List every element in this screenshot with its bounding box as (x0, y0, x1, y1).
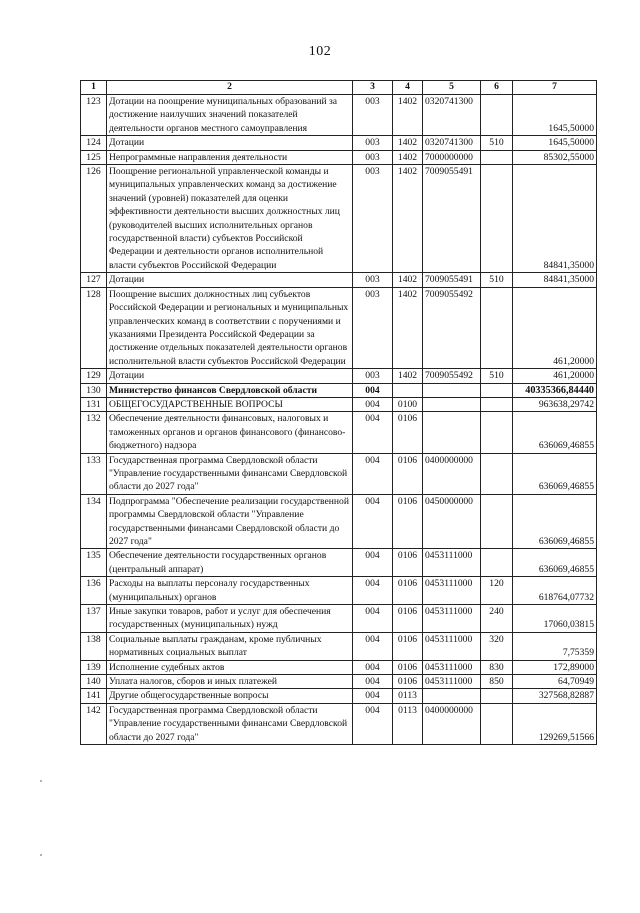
amount-cell: 618764,07732 (513, 577, 597, 605)
amount-cell: 64,70949 (513, 675, 597, 689)
header-cell-6: 6 (481, 81, 513, 95)
table-row (81, 632, 597, 660)
row-number-cell: 124 (81, 136, 107, 150)
section-code-cell: 1402 (393, 136, 423, 150)
table-row (81, 287, 597, 368)
section-code-cell: 1402 (393, 287, 423, 368)
target-article-cell: 0453111000 (423, 675, 481, 689)
row-name-cell: Дотации (107, 273, 353, 287)
row-number-cell: 127 (81, 273, 107, 287)
section-code-cell: 1402 (393, 273, 423, 287)
table-row (81, 689, 597, 703)
row-number-cell: 129 (81, 369, 107, 383)
table-row (81, 660, 597, 674)
row-name-cell: Обеспечение деятельности государственных органов (центральный аппарат) (107, 549, 353, 577)
amount-cell: 172,89000 (513, 660, 597, 674)
ministry-code-cell: 004 (353, 605, 393, 633)
table-row (81, 165, 597, 273)
expense-type-cell (481, 397, 513, 411)
section-code-cell: 0113 (393, 689, 423, 703)
expense-type-cell (481, 703, 513, 744)
section-code-cell: 0106 (393, 660, 423, 674)
ministry-code-cell: 004 (353, 397, 393, 411)
section-code-cell: 0106 (393, 549, 423, 577)
section-code-cell: 0106 (393, 605, 423, 633)
table-row (81, 675, 597, 689)
amount-cell: 84841,35000 (513, 165, 597, 273)
row-name-cell: Уплата налогов, сборов и иных платежей (107, 675, 353, 689)
section-code-cell: 0113 (393, 703, 423, 744)
section-code-cell: 0106 (393, 675, 423, 689)
section-code-cell: 0106 (393, 494, 423, 549)
header-cell-7: 7 (513, 81, 597, 95)
ministry-code-cell: 004 (353, 383, 393, 397)
target-article-cell: 0400000000 (423, 703, 481, 744)
row-name-cell: Поощрение региональной управленческой команды и муниципальных управленческих команд за достижение значений (уровней) показателей для оценки эффективности деятельности высших должностных лиц (руководителей высших исполнительных органов государственной власти) субъектов Российской Федерации и деятельности органов исполнительной власти субъектов Российской Федерации (107, 165, 353, 273)
row-name-cell: Социальные выплаты гражданам, кроме публичных нормативных социальных выплат (107, 632, 353, 660)
table-row (81, 369, 597, 383)
row-number-cell: 137 (81, 605, 107, 633)
section-code-cell: 0106 (393, 577, 423, 605)
scan-speck (40, 780, 42, 782)
table-row (81, 150, 597, 164)
ministry-code-cell: 004 (353, 412, 393, 453)
target-article-cell (423, 689, 481, 703)
amount-cell: 327568,82887 (513, 689, 597, 703)
ministry-code-cell: 004 (353, 660, 393, 674)
table-row (81, 383, 597, 397)
expense-type-cell: 830 (481, 660, 513, 674)
header-cell-1: 1 (81, 81, 107, 95)
amount-cell: 636069,46855 (513, 494, 597, 549)
expense-type-cell (481, 287, 513, 368)
amount-cell: 636069,46855 (513, 453, 597, 494)
target-article-cell: 7009055492 (423, 369, 481, 383)
page-number: 102 (308, 44, 332, 59)
row-name-cell: Другие общегосударственные вопросы (107, 689, 353, 703)
ministry-code-cell: 004 (353, 675, 393, 689)
ministry-code-cell: 004 (353, 703, 393, 744)
target-article-cell: 0320741300 (423, 95, 481, 136)
row-number-cell: 138 (81, 632, 107, 660)
expense-type-cell (481, 95, 513, 136)
amount-cell: 1645,50000 (513, 95, 597, 136)
section-code-cell: 0106 (393, 412, 423, 453)
expense-type-cell: 320 (481, 632, 513, 660)
expense-type-cell (481, 689, 513, 703)
ministry-code-cell: 003 (353, 136, 393, 150)
row-name-cell: Иные закупки товаров, работ и услуг для обеспечения государственных (муниципальных) нужд (107, 605, 353, 633)
section-code-cell: 1402 (393, 165, 423, 273)
amount-cell: 85302,55000 (513, 150, 597, 164)
row-name-cell: Непрограммные направления деятельности (107, 150, 353, 164)
section-code-cell: 0106 (393, 632, 423, 660)
table-row (81, 412, 597, 453)
target-article-cell (423, 383, 481, 397)
amount-cell: 636069,46855 (513, 549, 597, 577)
expense-type-cell (481, 494, 513, 549)
ministry-code-cell: 004 (353, 577, 393, 605)
ministry-code-cell: 004 (353, 689, 393, 703)
table-row (81, 136, 597, 150)
target-article-cell: 0453111000 (423, 660, 481, 674)
row-number-cell: 125 (81, 150, 107, 164)
amount-cell: 461,20000 (513, 287, 597, 368)
ministry-code-cell: 004 (353, 632, 393, 660)
amount-cell: 84841,35000 (513, 273, 597, 287)
section-code-cell: 0106 (393, 453, 423, 494)
expense-type-cell: 120 (481, 577, 513, 605)
expense-type-cell (481, 453, 513, 494)
target-article-cell: 0400000000 (423, 453, 481, 494)
row-number-cell: 123 (81, 95, 107, 136)
row-name-cell: Поощрение высших должностных лиц субъектов Российской Федерации и региональных и муниципальных управленческих команд в соответствии с поручениями и указаниями Президента Российской Федерации за достижение отдельных показателей деятельности органов исполнительной власти субъектов Российской Федерации (107, 287, 353, 368)
row-name-cell: Государственная программа Свердловской области "Управление государственными финансами Свердловской области до 2027 года" (107, 453, 353, 494)
table-row (81, 95, 597, 136)
target-article-cell (423, 412, 481, 453)
table-row (81, 453, 597, 494)
expense-type-cell: 850 (481, 675, 513, 689)
amount-cell: 636069,46855 (513, 412, 597, 453)
row-number-cell: 133 (81, 453, 107, 494)
amount-cell: 129269,51566 (513, 703, 597, 744)
amount-cell: 461,20000 (513, 369, 597, 383)
header-cell-4: 4 (393, 81, 423, 95)
row-name-cell: ОБЩЕГОСУДАРСТВЕННЫЕ ВОПРОСЫ (107, 397, 353, 411)
row-number-cell: 126 (81, 165, 107, 273)
row-number-cell: 132 (81, 412, 107, 453)
row-number-cell: 136 (81, 577, 107, 605)
section-code-cell: 1402 (393, 369, 423, 383)
ministry-code-cell: 003 (353, 150, 393, 164)
expense-type-cell (481, 412, 513, 453)
table-row (81, 577, 597, 605)
amount-cell: 963638,29742 (513, 397, 597, 411)
row-number-cell: 142 (81, 703, 107, 744)
row-number-cell: 139 (81, 660, 107, 674)
header-cell-3: 3 (353, 81, 393, 95)
row-name-cell: Расходы на выплаты персоналу государственных (муниципальных) органов (107, 577, 353, 605)
row-name-cell: Дотации (107, 369, 353, 383)
amount-cell: 17060,03815 (513, 605, 597, 633)
table-row (81, 273, 597, 287)
expense-type-cell: 510 (481, 136, 513, 150)
target-article-cell: 0453111000 (423, 577, 481, 605)
target-article-cell: 0450000000 (423, 494, 481, 549)
row-name-cell: Подпрограмма "Обеспечение реализации государственной программы Свердловской области "Управление государственными финансами Свердловской области до 2027 года" (107, 494, 353, 549)
expense-type-cell (481, 549, 513, 577)
row-number-cell: 134 (81, 494, 107, 549)
expense-type-cell: 510 (481, 273, 513, 287)
target-article-cell: 0453111000 (423, 605, 481, 633)
table-row (81, 397, 597, 411)
target-article-cell: 7000000000 (423, 150, 481, 164)
ministry-code-cell: 003 (353, 95, 393, 136)
target-article-cell: 7009055491 (423, 273, 481, 287)
row-number-cell: 130 (81, 383, 107, 397)
target-article-cell (423, 397, 481, 411)
row-name-cell: Министерство финансов Свердловской области (107, 383, 353, 397)
section-code-cell (393, 383, 423, 397)
ministry-code-cell: 003 (353, 165, 393, 273)
ministry-code-cell: 003 (353, 273, 393, 287)
target-article-cell: 0453111000 (423, 549, 481, 577)
budget-table (80, 80, 597, 745)
amount-cell: 40335366,84440 (513, 383, 597, 397)
expense-type-cell (481, 165, 513, 273)
expense-type-cell: 240 (481, 605, 513, 633)
row-name-cell: Государственная программа Свердловской области "Управление государственными финансами Свердловской области до 2027 года" (107, 703, 353, 744)
table-header-row (81, 81, 597, 95)
header-cell-5: 5 (423, 81, 481, 95)
row-name-cell: Дотации на поощрение муниципальных образований за достижение наилучших значений показателей деятельности органов местного самоуправления (107, 95, 353, 136)
table-row (81, 605, 597, 633)
ministry-code-cell: 003 (353, 287, 393, 368)
table-row (81, 549, 597, 577)
expense-type-cell (481, 150, 513, 164)
target-article-cell: 0453111000 (423, 632, 481, 660)
expense-type-cell (481, 383, 513, 397)
row-name-cell: Обеспечение деятельности финансовых, налоговых и таможенных органов и органов финансового (финансово-бюджетного) надзора (107, 412, 353, 453)
target-article-cell: 7009055491 (423, 165, 481, 273)
amount-cell: 1645,50000 (513, 136, 597, 150)
ministry-code-cell: 004 (353, 494, 393, 549)
row-number-cell: 135 (81, 549, 107, 577)
expense-type-cell: 510 (481, 369, 513, 383)
row-number-cell: 140 (81, 675, 107, 689)
ministry-code-cell: 003 (353, 369, 393, 383)
section-code-cell: 1402 (393, 95, 423, 136)
row-number-cell: 131 (81, 397, 107, 411)
row-name-cell: Исполнение судебных актов (107, 660, 353, 674)
ministry-code-cell: 004 (353, 453, 393, 494)
amount-cell: 7,75359 (513, 632, 597, 660)
ministry-code-cell: 004 (353, 549, 393, 577)
row-number-cell: 128 (81, 287, 107, 368)
table-row (81, 703, 597, 744)
row-number-cell: 141 (81, 689, 107, 703)
section-code-cell: 1402 (393, 150, 423, 164)
scan-speck (40, 854, 42, 856)
target-article-cell: 7009055492 (423, 287, 481, 368)
section-code-cell: 0100 (393, 397, 423, 411)
header-cell-2: 2 (107, 81, 353, 95)
table-row (81, 494, 597, 549)
target-article-cell: 0320741300 (423, 136, 481, 150)
row-name-cell: Дотации (107, 136, 353, 150)
